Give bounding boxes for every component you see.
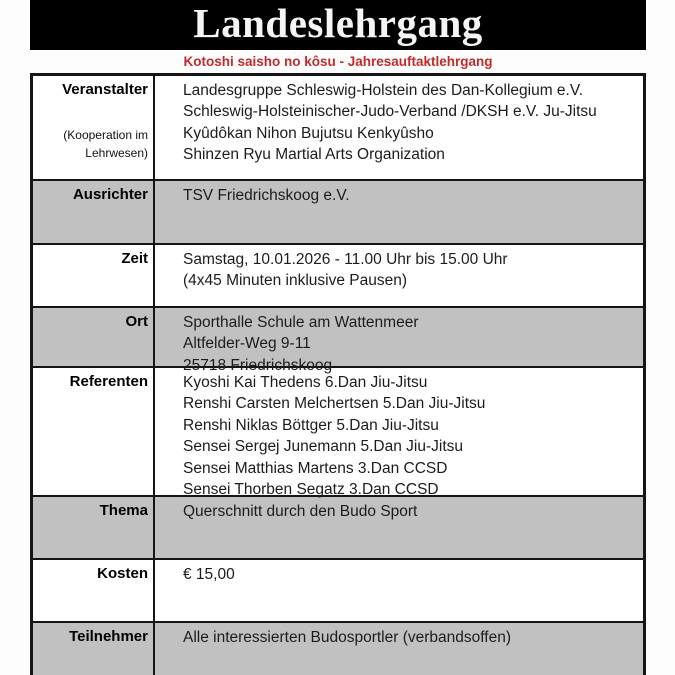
content-line: € 15,00 bbox=[183, 566, 235, 583]
row-content bbox=[155, 497, 643, 558]
table-row-veranstalter bbox=[33, 76, 643, 181]
content-line: Alle interessierten Budosportler (verbandsoffen) bbox=[183, 629, 511, 646]
row-content bbox=[155, 560, 643, 621]
content-line: Kyûdôkan Nihon Bujutsu Kenkyûsho bbox=[183, 124, 434, 142]
content-line: Shinzen Ryu Martial Arts Organization bbox=[183, 146, 445, 164]
table-row-zeit bbox=[33, 245, 643, 308]
header-bar bbox=[30, 0, 646, 50]
sublabel-line: (Kooperation im bbox=[63, 128, 148, 142]
content-line: Querschnitt durch den Budo Sport bbox=[183, 503, 418, 520]
row-label-cell bbox=[33, 368, 155, 495]
sublabel-line: Lehrwesen) bbox=[85, 146, 148, 160]
content-line: TSV Friedrichskoog e.V. bbox=[183, 187, 350, 204]
row-label-cell bbox=[33, 181, 155, 243]
row-label: Zeit bbox=[121, 250, 148, 267]
table-row-teilnehmer bbox=[33, 623, 643, 675]
content-line: Renshi Niklas Böttger 5.Dan Jiu-Jitsu bbox=[183, 416, 439, 434]
table-row-ort bbox=[33, 308, 643, 374]
content-line: Sporthalle Schule am Wattenmeer bbox=[183, 314, 419, 331]
info-table bbox=[30, 73, 646, 675]
content-line: Sensei Matthias Martens 3.Dan CCSD bbox=[183, 459, 448, 477]
row-label-cell bbox=[33, 76, 155, 179]
content-line: Samstag, 10.01.2026 - 11.00 Uhr bis 15.00 Uhr bbox=[183, 251, 508, 268]
row-content bbox=[155, 181, 643, 243]
row-label: Referenten bbox=[69, 373, 148, 390]
page-subtitle: Kotoshi saisho no kôsu - Jahresauftaktlehrgang bbox=[183, 54, 493, 69]
content-line: Kyoshi Kai Thedens 6.Dan Jiu-Jitsu bbox=[183, 374, 428, 391]
page-title: Landeslehrgang bbox=[193, 0, 483, 46]
row-label-cell bbox=[33, 308, 155, 366]
row-label: Ort bbox=[125, 313, 148, 330]
row-label: Veranstalter bbox=[62, 81, 148, 98]
row-content bbox=[155, 245, 643, 306]
row-content bbox=[155, 76, 643, 179]
content-line: Schleswig-Holsteinischer-Judo-Verband /DKSH e.V. Ju-Jitsu bbox=[183, 103, 597, 121]
row-label: Ausrichter bbox=[72, 186, 148, 203]
row-label-cell bbox=[33, 560, 155, 621]
table-row-kosten bbox=[33, 560, 643, 623]
table-row-ausrichter bbox=[33, 181, 643, 245]
content-line: Renshi Carsten Melchertsen 5.Dan Jiu-Jitsu bbox=[183, 395, 486, 413]
content-line: Altfelder-Weg 9-11 bbox=[183, 335, 311, 353]
row-content bbox=[155, 308, 643, 374]
row-label-cell bbox=[33, 245, 155, 306]
content-line: Sensei Sergej Junemann 5.Dan Jiu-Jitsu bbox=[183, 438, 464, 456]
row-label-cell bbox=[33, 497, 155, 558]
content-line: 25718 Friedrichskoog bbox=[183, 356, 333, 374]
content-line: Landesgruppe Schleswig-Holstein des Dan-Kollegium e.V. bbox=[183, 82, 584, 99]
table-row-referenten bbox=[33, 368, 643, 497]
row-label-cell bbox=[33, 623, 155, 675]
row-label: Teilnehmer bbox=[69, 628, 148, 645]
row-content bbox=[155, 623, 643, 675]
row-label: Kosten bbox=[97, 565, 148, 582]
row-content bbox=[155, 368, 643, 499]
content-line: Sensei Thorben Segatz 3.Dan CCSD bbox=[183, 481, 439, 499]
row-label: Thema bbox=[99, 502, 148, 519]
table-row-thema bbox=[33, 497, 643, 560]
row-sublabel bbox=[35, 126, 148, 162]
content-line: (4x45 Minuten inklusive Pausen) bbox=[183, 272, 408, 290]
